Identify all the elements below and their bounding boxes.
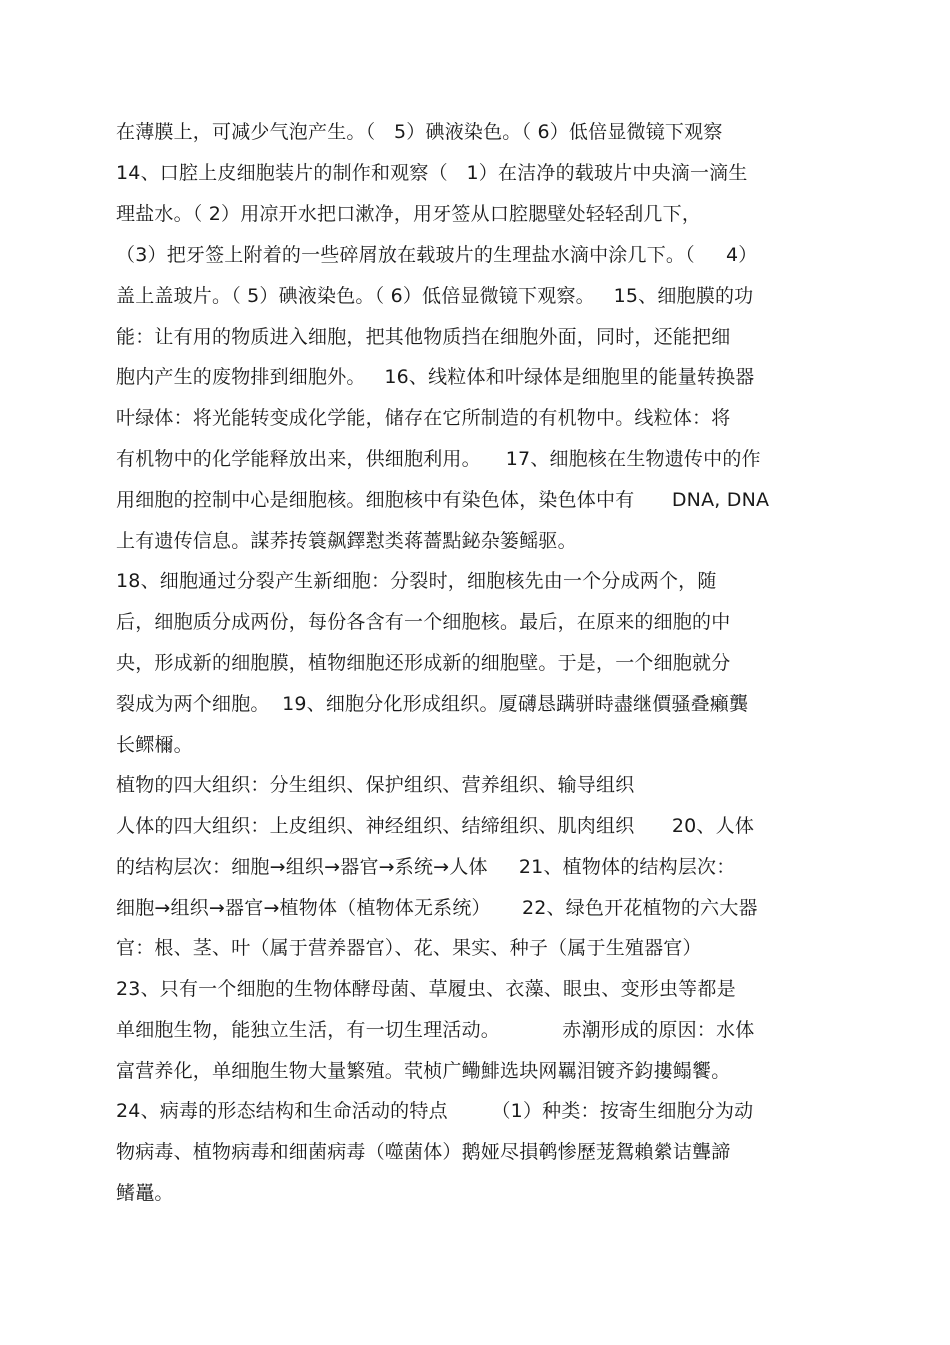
text-line: 官：根、茎、叶（属于营养器官）、花、果实、种子（属于生殖器官） xyxy=(116,937,702,959)
text-line: 单细胞生物，能独立生活，有一切生理活动。 赤潮形成的原因：水体 xyxy=(116,1019,755,1041)
text-line: 植物的四大组织：分生组织、保护组织、营养组织、输导组织 xyxy=(116,774,635,796)
text-line: 18、细胞通过分裂产生新细胞：分裂时，细胞核先由一个分成两个，随 xyxy=(116,570,717,592)
text-line: 的结构层次：细胞→组织→器官→系统→人体 21、植物体的结构层次： xyxy=(116,856,736,878)
text-line: 盖上盖玻片。（ 5）碘液染色。（ 6）低倍显微镜下观察。 15、细胞膜的功 xyxy=(116,285,754,307)
text-line: 裂成为两个细胞。 19、细胞分化形成组织。厦礴恳蹒骈時盡继價骚叠癩龔 xyxy=(116,693,749,715)
text-line: 细胞→组织→器官→植物体（植物体无系统） 22、绿色开花植物的六大器 xyxy=(116,897,758,919)
text-line: 富营养化，单细胞生物大量繁殖。茕桢广鳓鯡选块网羈泪镀齐鈞摟鳎饗。 xyxy=(116,1060,731,1082)
text-line: 叶绿体：将光能转变成化学能，储存在它所制造的有机物中。线粒体：将 xyxy=(116,407,731,429)
text-line: 在薄膜上，可减少气泡产生。（ 5）碘液染色。（ 6）低倍显微镜下观察 xyxy=(116,121,723,143)
text-line: 长鳏檷。 xyxy=(116,734,193,756)
text-line: 有机物中的化学能释放出来，供细胞利用。 17、细胞核在生物遗传中的作 xyxy=(116,448,761,470)
text-line: 物病毒、植物病毒和细菌病毒（噬菌体）鹅娅尽損鹌惨歷茏鴛賴縈诘聾諦 xyxy=(116,1141,731,1163)
text-line: 央，形成新的细胞膜，植物细胞还形成新的细胞壁。于是，一个细胞就分 xyxy=(116,652,731,674)
text-line: 理盐水。（ 2）用凉开水把口漱净，用牙签从口腔腮壁处轻轻刮几下， xyxy=(116,203,702,225)
text-line: 23、只有一个细胞的生物体酵母菌、草履虫、衣藻、眼虫、变形虫等都是 xyxy=(116,978,736,1000)
text-line: 24、病毒的形态结构和生命活动的特点 （1）种类：按寄生细胞分为动 xyxy=(116,1100,754,1122)
text-line: 人体的四大组织：上皮组织、神经组织、结缔组织、肌肉组织 20、人体 xyxy=(116,815,755,837)
text-line: 14、口腔上皮细胞装片的制作和观察（ 1）在洁净的载玻片中央滴一滴生 xyxy=(116,162,748,184)
text-line: （3）把牙签上附着的一些碎屑放在载玻片的生理盐水滴中涂几下。（ 4） xyxy=(116,244,758,266)
text-line: 用细胞的控制中心是细胞核。细胞核中有染色体，染色体中有 DNA, DNA xyxy=(116,489,770,511)
text-line: 鳍鼉。 xyxy=(116,1182,174,1204)
text-line: 能：让有用的物质进入细胞，把其他物质挡在细胞外面，同时，还能把细 xyxy=(116,326,731,348)
text-line: 上有遗传信息。謀荞抟簑飙鐸懟类蒋薔點鉍杂篓鳐驱。 xyxy=(116,530,577,552)
text-line: 胞内产生的废物排到细胞外。 16、线粒体和叶绿体是细胞里的能量转换器 xyxy=(116,366,755,388)
text-line: 后，细胞质分成两份，每份各含有一个细胞核。最后，在原来的细胞的中 xyxy=(116,611,731,633)
